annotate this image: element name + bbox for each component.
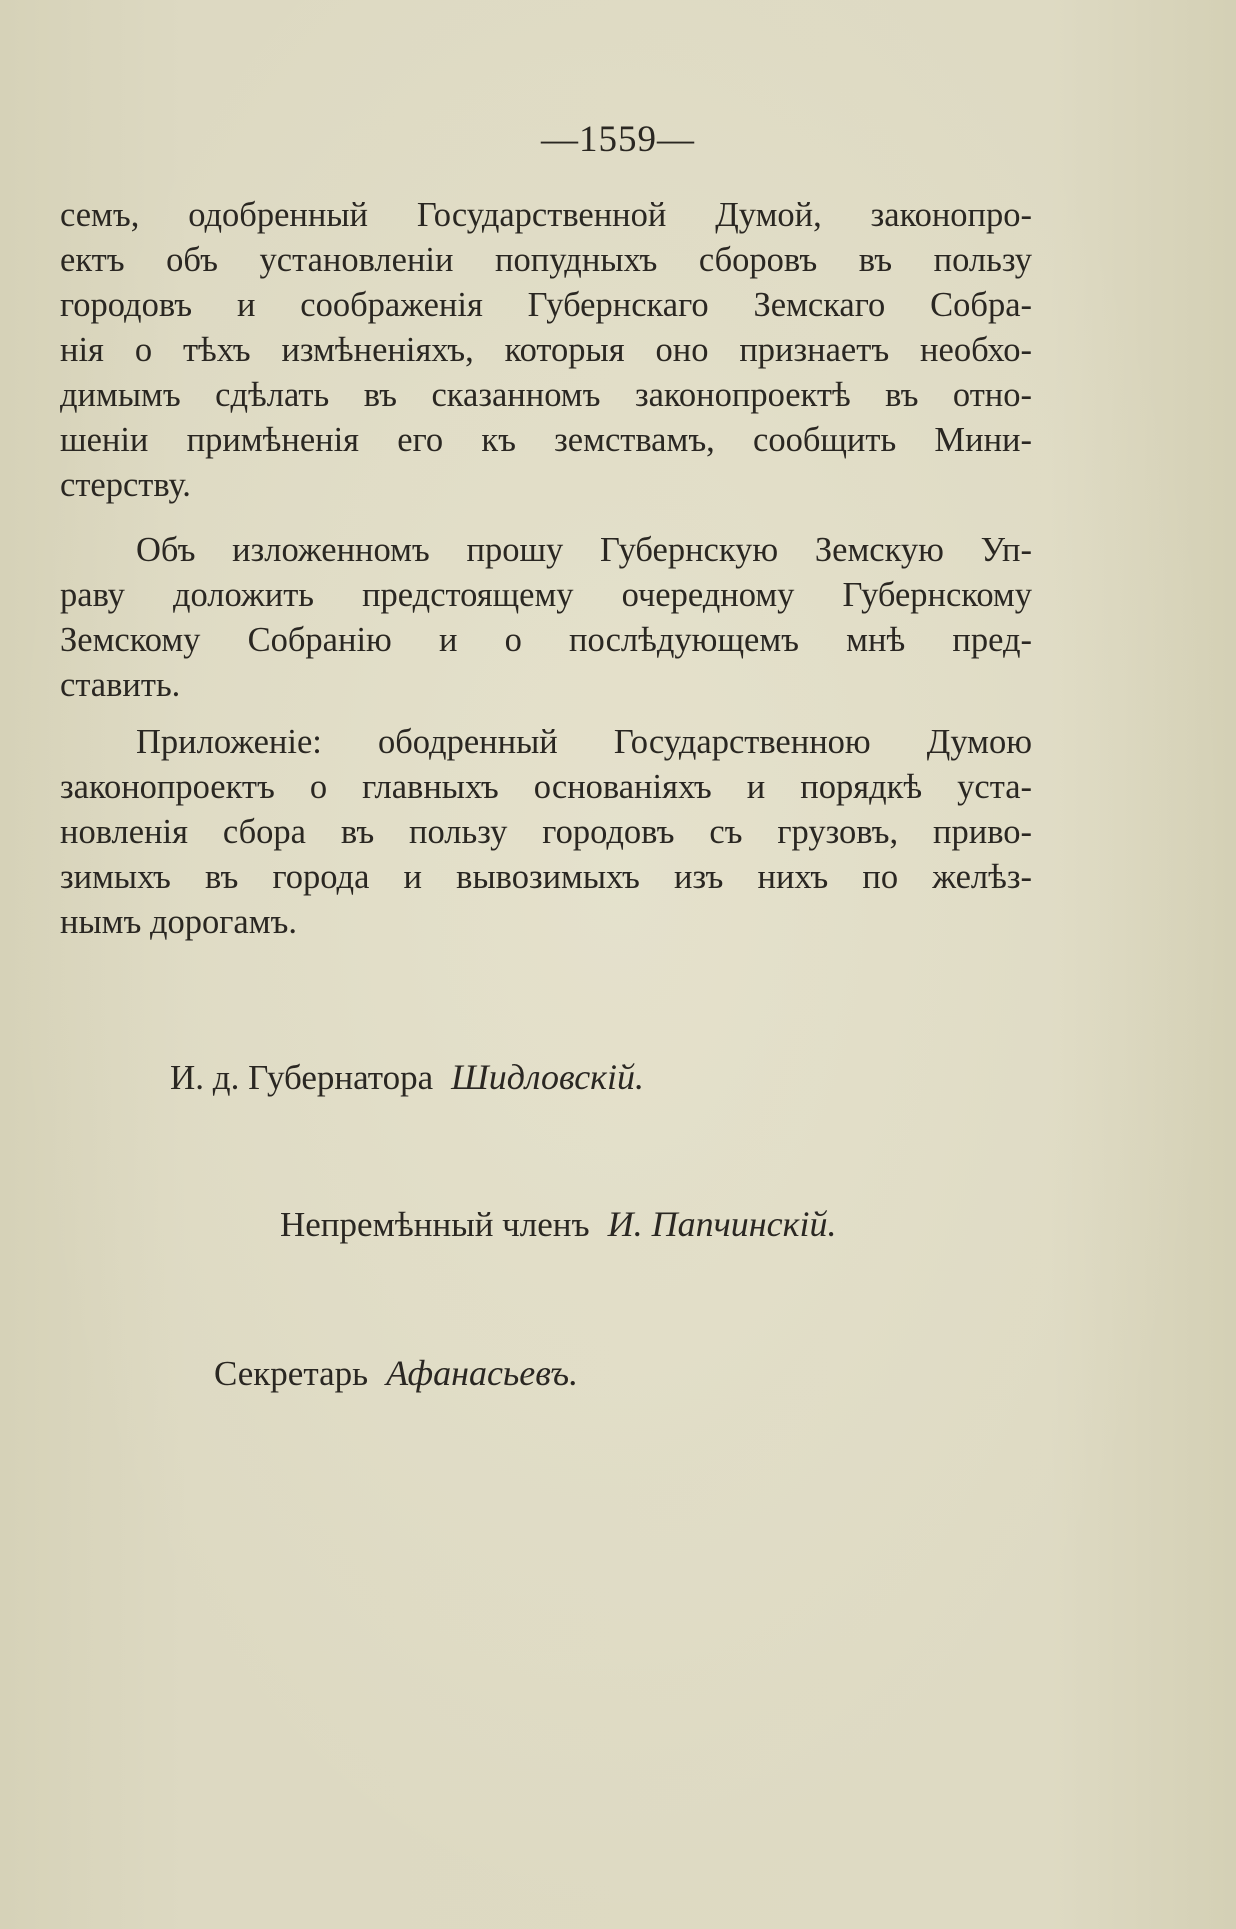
signature-name: Афанасьевъ. bbox=[386, 1353, 579, 1393]
paragraph-3 bbox=[60, 720, 1032, 945]
text-line: раву доложить предстоящему очередному Губернскому bbox=[60, 576, 1032, 614]
text-line: димымъ сдѣлать въ сказанномъ законопроектѣ въ отно- bbox=[60, 376, 1032, 414]
paragraph-2 bbox=[60, 528, 1032, 708]
text-line: стерству. bbox=[60, 466, 191, 504]
text-line: нія о тѣхъ измѣненіяхъ, которыя оно признаетъ необхо- bbox=[60, 331, 1032, 369]
text-line: городовъ и соображенія Губернскаго Земскаго Собра- bbox=[60, 286, 1032, 324]
text-line: Земскому Собранію и о послѣдующемъ мнѣ пред- bbox=[60, 621, 1032, 659]
text-line: новленія сбора въ пользу городовъ съ грузовъ, приво- bbox=[60, 813, 1032, 851]
paragraph-1 bbox=[60, 193, 1032, 508]
signature-name: Шидловскій. bbox=[451, 1057, 645, 1097]
text-line: Приложеніе: ободренный Государственною Думою bbox=[136, 723, 1032, 761]
signature-secretary bbox=[214, 1352, 578, 1394]
signature-member bbox=[280, 1203, 836, 1245]
text-line: шеніи примѣненія его къ земствамъ, сообщить Мини- bbox=[60, 421, 1032, 459]
text-line: нымъ дорогамъ. bbox=[60, 903, 298, 941]
text-line: ектъ объ установленіи попудныхъ сборовъ въ пользу bbox=[60, 241, 1032, 279]
text-line: Объ изложенномъ прошу Губернскую Земскую Уп- bbox=[136, 531, 1032, 569]
text-line: зимыхъ въ города и вывозимыхъ изъ нихъ по желѣз- bbox=[60, 858, 1032, 896]
text-line: ставить. bbox=[60, 666, 181, 704]
signature-title: Секретарь bbox=[214, 1354, 369, 1393]
text-line: семъ, одобренный Государственной Думой, законопро- bbox=[60, 196, 1032, 234]
signature-title: И. д. Губернатора bbox=[170, 1058, 434, 1097]
signature-title: Непремѣнный членъ bbox=[280, 1205, 590, 1244]
page-number: —1559— bbox=[541, 119, 695, 160]
signature-governor bbox=[170, 1056, 644, 1098]
text-line: законопроектъ о главныхъ основаніяхъ и порядкѣ уста- bbox=[60, 768, 1032, 806]
signature-name: И. Папчинскій. bbox=[607, 1204, 837, 1244]
